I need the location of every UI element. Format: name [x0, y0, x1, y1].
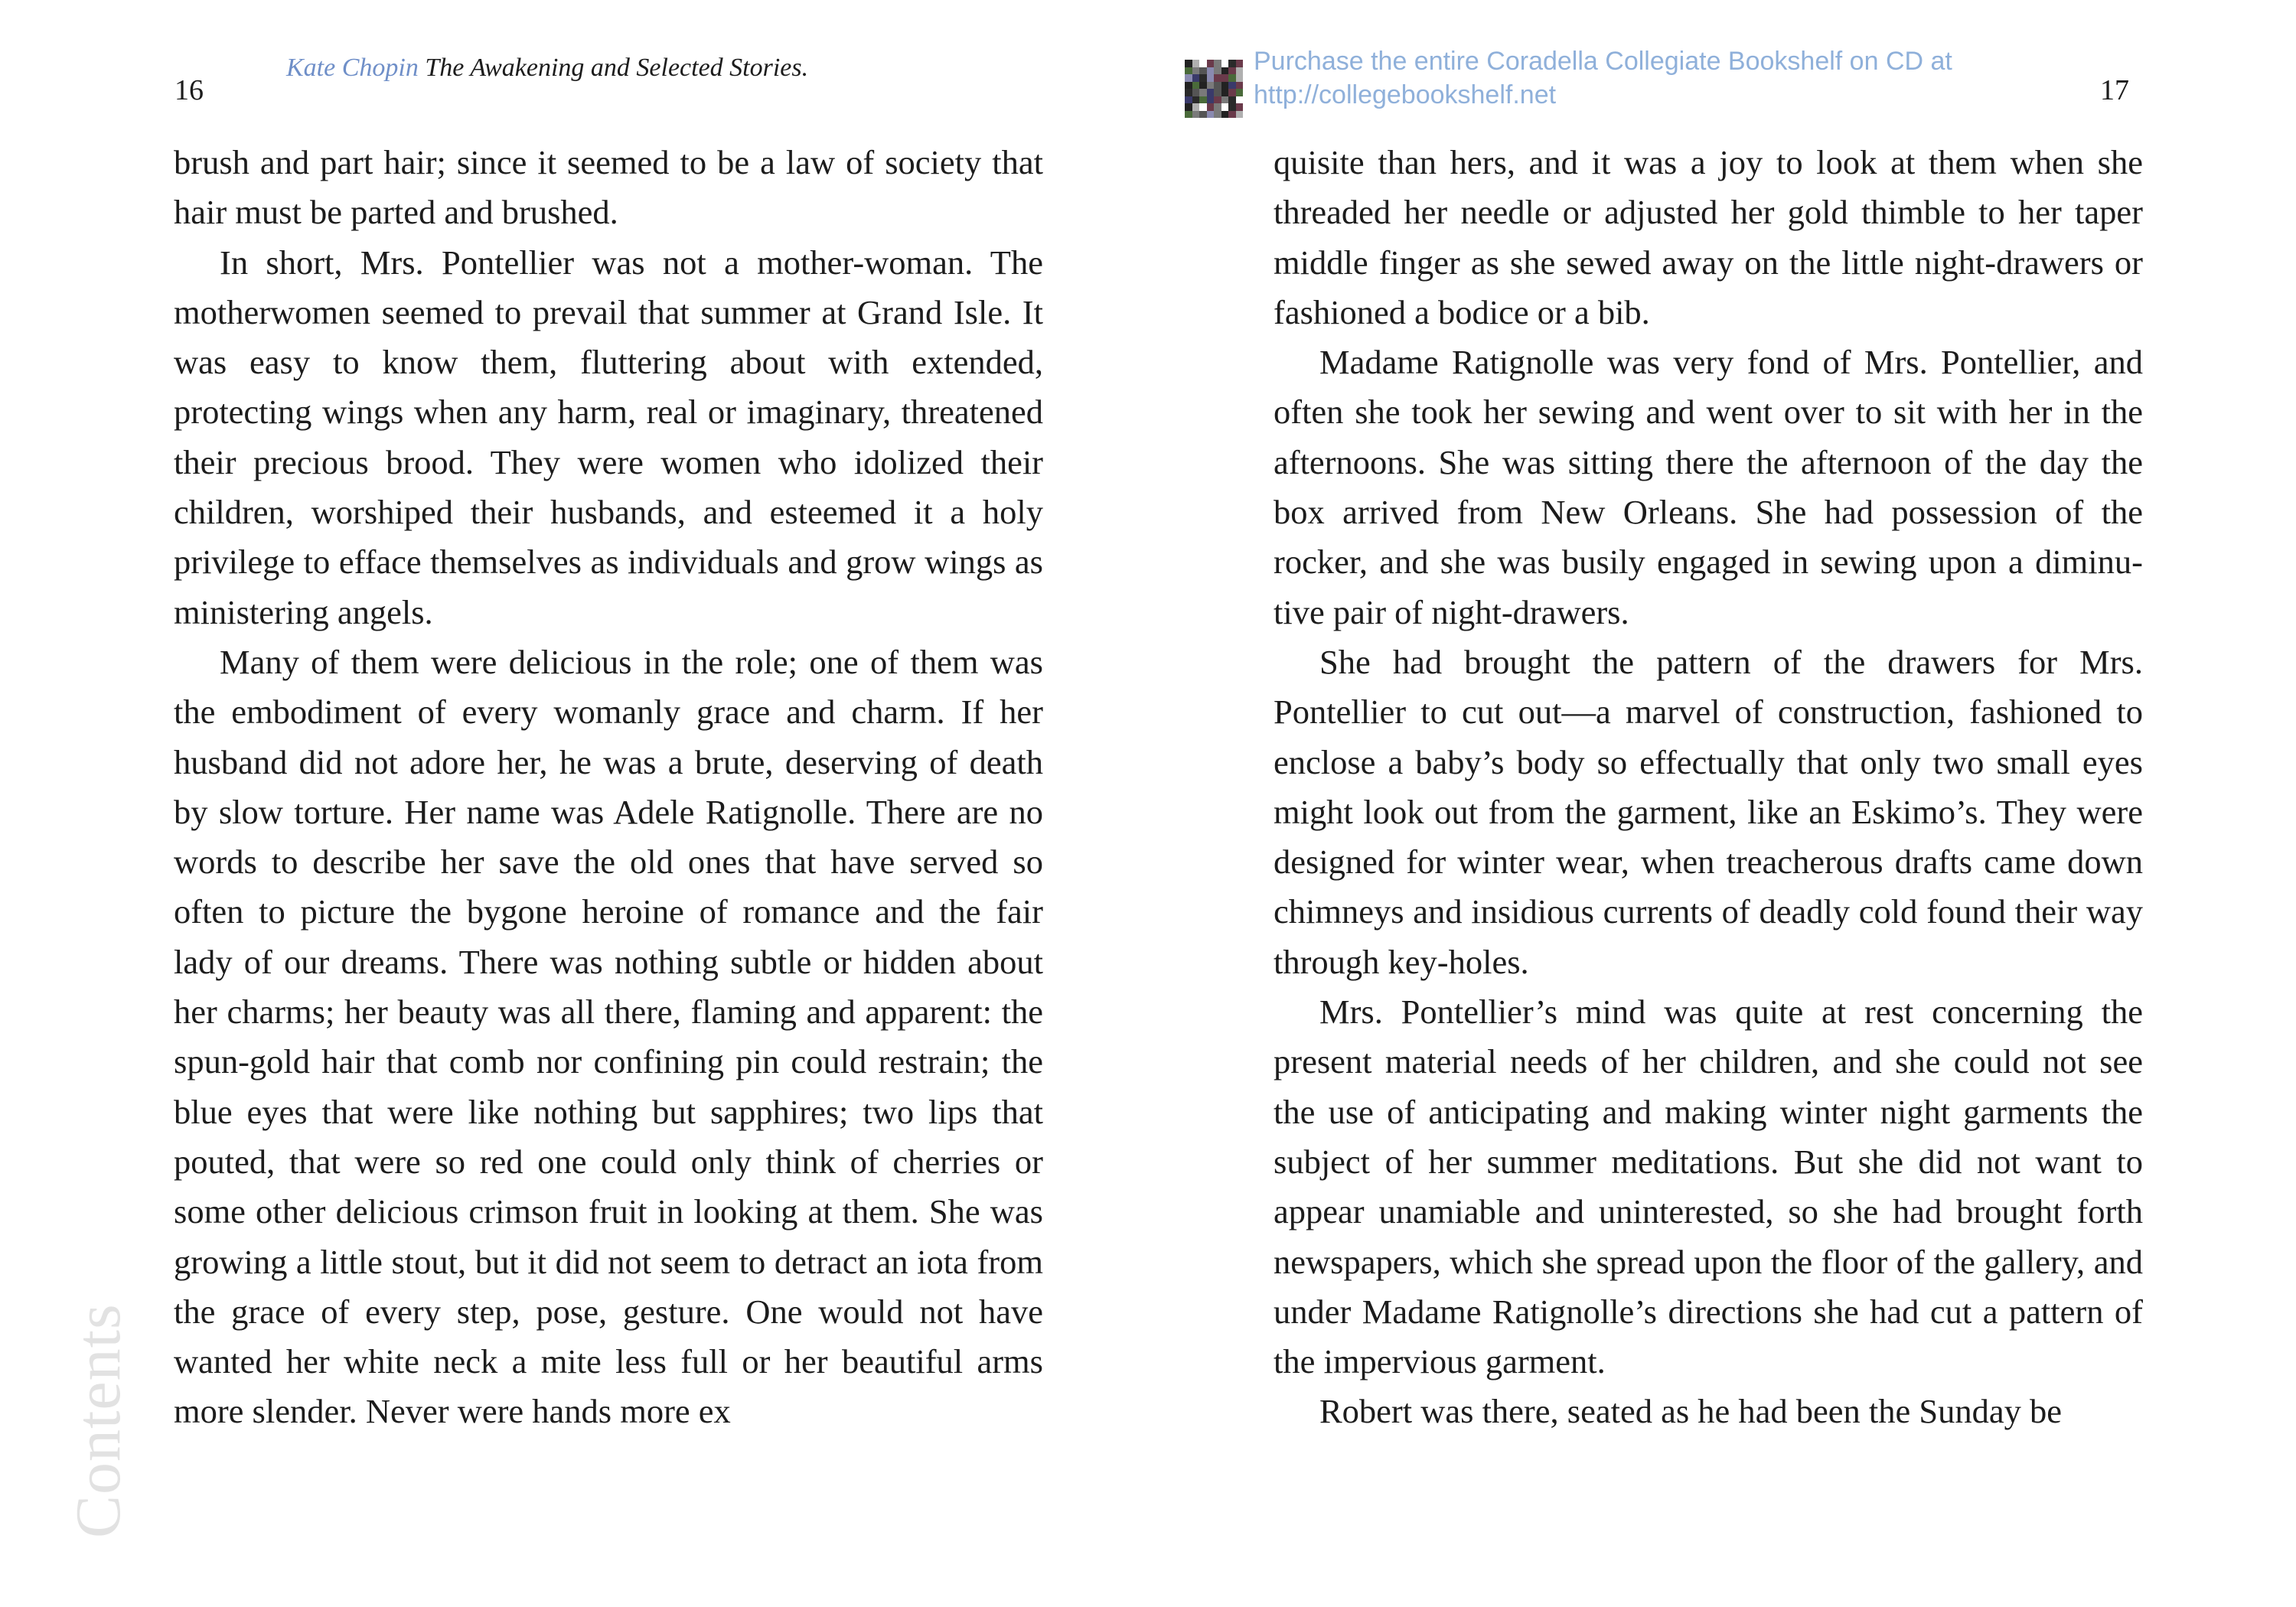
running-head: [286, 54, 808, 83]
page-number-right: 17: [2100, 74, 2129, 106]
author-link[interactable]: Kate Chopin: [286, 54, 419, 82]
book-title: The Awakening and Selected Stories.: [425, 54, 809, 82]
paragraph: Madame Ratignolle was very fond of Mrs. Pontellier, and often she took her sewing and went over to sit with her in the afternoons. She was sitting there the afternoon of the day the box arrived from New Orleans. She had possession of the rocker, and she was busily engaged in sewing upon a diminutive pair of night-drawers.: [1274, 343, 2143, 631]
promo-url-link[interactable]: http://collegebookshelf.net: [1254, 80, 1557, 109]
promo-line-1[interactable]: Purchase the entire Coradella Collegiate Bookshelf on CD at: [1254, 47, 1952, 76]
paragraph: quisite than hers, and it was a joy to look at them when she threaded her needle or adjusted her gold thimble to her taper middle finger as she sewed away on the little night-drawers or fashioned a bodice or a bib.: [1274, 143, 2143, 331]
paragraph: Robert was there, seated as he had been the Sunday be: [1319, 1392, 2063, 1431]
promo-text[interactable]: [1254, 44, 1952, 112]
paragraph: brush and part hair; since it seemed to be a law of society that hair must be parted and brushed.: [174, 143, 1043, 232]
left-page-text: [174, 138, 1043, 1437]
contents-tab[interactable]: Contents: [63, 1303, 134, 1538]
paragraph: In short, Mrs. Pontellier was not a mother-woman. The motherwomen seemed to prevail that summer at Grand Isle. It was easy to know them, fluttering about with extended, protecting wings when any harm, real or imaginary, threatened their precious brood. They were women who idolized their children, worshiped their husbands, and esteemed it a holy privilege to efface themselves as individuals and grow wings as ministering angels.: [174, 243, 1043, 631]
paragraph: She had brought the pattern of the drawers for Mrs. Pontellier to cut out—a marvel of construction, fashioned to enclose a baby’s body so effectually that only two small eyes might look out from the garment, like an Eskimo’s. They were designed for winter wear, when treacherous drafts came down chimneys and insidious currents of deadly cold found their way through key-holes.: [1274, 642, 2143, 981]
right-page-text: [1274, 138, 2143, 1437]
paragraph: Many of them were delicious in the role; one of them was the embodiment of every womanly grace and charm. If her husband did not adore her, he was a brute, deserving of death by slow torture. Her name was Adele Ratignolle. There are no words to describe her save the old ones that have served so often to picture the bygone heroine of romance and the fair lady of our dreams. There was nothing subtle or hidden about her charms; her beauty was all there, flaming and apparent: the spun-gold hair that comb nor confining pin could restrain; the blue eyes that were like nothing but sapphires; two lips that pouted, that were so red one could only think of cherries or some other delicious crimson fruit in looking at them. She was growing a little stout, but it did not seem to detract an iota from the grace of every step, pose, gesture. One would not have wanted her white neck a mite less full or her beautiful arms more slender. Never were hands more ex: [174, 642, 1043, 1431]
promo-banner[interactable]: [1185, 44, 1952, 118]
qr-code-icon: [1185, 60, 1243, 118]
paragraph: Mrs. Pontellier’s mind was quite at rest concerning the present material needs of her children, and she could not see the use of anticipating and making winter night garments the subject of her summer meditations. But she did not want to appear unamiable and uninterested, so she had brought forth newspapers, which she spread upon the floor of the gallery, and under Madame Ratignolle’s directions she had cut a pattern of the impervious garment.: [1274, 993, 2143, 1381]
page-number-left: 16: [174, 74, 204, 106]
